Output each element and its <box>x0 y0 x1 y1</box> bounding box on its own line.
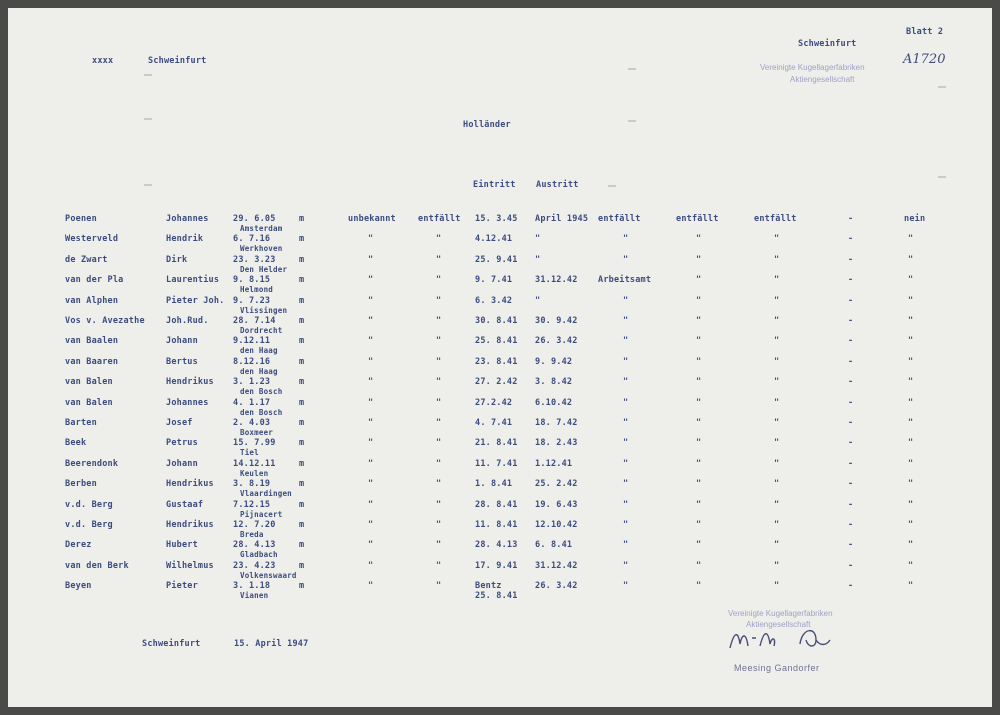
col-1-cell: " <box>368 458 374 469</box>
col-3-cell: " <box>623 316 629 326</box>
col-2-cell: " <box>436 356 442 367</box>
birth-date-cell: 3. 8.19 <box>233 479 271 490</box>
birth-date-cell: 29. 6.05 <box>233 214 276 224</box>
column-exit-header: Austritt <box>536 180 579 190</box>
col-6-cell: - <box>848 377 854 388</box>
first-name-cell: Bertus <box>166 356 198 367</box>
entry-date-cell: Bentz <box>475 581 502 592</box>
exit-date-cell: 3. 8.42 <box>535 377 573 388</box>
col-3-cell: " <box>623 540 629 551</box>
col-3-cell: " <box>623 418 629 428</box>
col-5-cell: " <box>774 479 780 490</box>
entry-date-cell: 28. 8.41 <box>475 499 518 510</box>
col-1-cell: " <box>368 275 374 286</box>
column-entry-header: Eintritt <box>473 180 516 190</box>
footer-date: 15. April 1947 <box>234 639 309 649</box>
col-2-cell: " <box>436 520 442 530</box>
entry-date-cell: 25. 9.41 <box>475 254 518 265</box>
col-4-cell: " <box>696 316 702 326</box>
col-1-cell: " <box>368 438 374 449</box>
col-1-cell: " <box>368 316 374 326</box>
col-2-cell: " <box>436 234 442 245</box>
surname-cell: Beek <box>65 438 87 449</box>
col-2-cell: " <box>436 581 442 592</box>
col-4-cell: " <box>696 254 702 265</box>
col-6-cell: - <box>848 397 854 408</box>
col-7-cell: " <box>908 479 914 490</box>
entry-date-cell: 21. 8.41 <box>475 438 518 449</box>
col-1-cell: " <box>368 397 374 408</box>
col-2-cell: " <box>436 560 442 571</box>
col-5-cell: " <box>774 275 780 286</box>
col-2-cell: " <box>436 479 442 490</box>
col-4-cell: " <box>696 295 702 306</box>
col-6-cell: - <box>848 499 854 510</box>
sex-cell: m <box>299 499 305 510</box>
birth-date-cell: 2. 4.03 <box>233 418 271 428</box>
sex-cell: m <box>299 418 305 428</box>
col-3-cell: " <box>623 458 629 469</box>
col-7-cell: " <box>908 458 914 469</box>
sex-cell: m <box>299 438 305 449</box>
surname-cell: van Baaren <box>65 356 119 367</box>
birthplace-cell: Helmond <box>240 285 274 295</box>
col-7-cell: " <box>908 377 914 388</box>
col-7-cell: " <box>908 295 914 306</box>
stamp-bottom-line1: Vereinigte Kugellagerfabriken <box>728 609 833 618</box>
col-4-cell: " <box>696 458 702 469</box>
first-name-cell: Joh.Rud. <box>166 316 209 326</box>
col-3-cell: " <box>623 356 629 367</box>
footer-place: Schweinfurt <box>142 639 201 649</box>
exit-date-cell: 9. 9.42 <box>535 356 573 367</box>
col-7-cell: " <box>908 520 914 530</box>
col-3-cell: " <box>623 560 629 571</box>
surname-cell: van Balen <box>65 377 113 388</box>
col-7-cell: " <box>908 418 914 428</box>
first-name-cell: Laurentius <box>166 275 220 286</box>
birthplace-cell: Amsterdam <box>240 224 283 233</box>
col-1-cell: " <box>368 336 374 347</box>
sex-cell: m <box>299 479 305 490</box>
entry-date-cell: 17. 9.41 <box>475 560 518 571</box>
entry-date-cell: 9. 7.41 <box>475 275 513 286</box>
col-2-cell: " <box>436 458 442 469</box>
col-4-cell: " <box>696 418 702 428</box>
col-6-cell: - <box>848 356 854 367</box>
exit-date-cell: " <box>535 254 541 265</box>
exit-date-cell: " <box>535 295 541 306</box>
exit-date-cell: 1.12.41 <box>535 458 573 469</box>
col-2-cell: entfällt <box>418 214 461 224</box>
col-4-cell: " <box>696 499 702 510</box>
col-3-cell: Arbeitsamt <box>598 275 652 286</box>
col-5-cell: " <box>774 438 780 449</box>
stamp-top-line2: Aktiengesellschaft <box>790 75 855 84</box>
col-1-cell: " <box>368 377 374 388</box>
entry-date-cell: 27. 2.42 <box>475 377 518 388</box>
birth-date-cell: 9. 7.23 <box>233 295 271 306</box>
col-1-cell: " <box>368 234 374 245</box>
surname-cell: van Balen <box>65 397 113 408</box>
exit-date-cell: 26. 3.42 <box>535 336 578 347</box>
exit-date-cell: 12.10.42 <box>535 520 578 530</box>
birthplace-cell: Vlissingen <box>240 305 288 315</box>
first-name-cell: Pieter Joh. <box>166 295 225 306</box>
col-1-cell: " <box>368 254 374 265</box>
entry-date-cell: 4. 7.41 <box>475 418 513 428</box>
exit-date-cell: " <box>535 234 541 245</box>
col-1-cell: " <box>368 520 374 530</box>
col-4-cell: " <box>696 438 702 449</box>
col-4-cell: entfällt <box>676 214 719 224</box>
col-6-cell: - <box>848 479 854 490</box>
exit-date-cell: 30. 9.42 <box>535 316 578 326</box>
first-name-cell: Hubert <box>166 540 198 551</box>
entry-date-cell: 28. 4.13 <box>475 540 518 551</box>
first-name-cell: Gustaaf <box>166 499 204 510</box>
col-2-cell: " <box>436 397 442 408</box>
col-6-cell: - <box>848 540 854 551</box>
col-5-cell: " <box>774 295 780 306</box>
birthplace-cell: den Bosch <box>240 407 283 417</box>
first-name-cell: Hendrikus <box>166 377 214 388</box>
birthplace-cell: den Haag <box>240 346 278 356</box>
birthplace-cell: Den Helder <box>240 264 288 274</box>
exit-date-cell: 31.12.42 <box>535 275 578 286</box>
col-6-cell: - <box>848 234 854 245</box>
col-5-cell: " <box>774 560 780 571</box>
col-5-cell: " <box>774 540 780 551</box>
first-name-cell: Hendrikus <box>166 520 214 530</box>
col-5-cell: " <box>774 254 780 265</box>
entry-date-cell: 30. 8.41 <box>475 316 518 326</box>
sex-cell: m <box>299 560 305 571</box>
col-2-cell: " <box>436 377 442 388</box>
col-7-cell: " <box>908 560 914 571</box>
col-6-cell: - <box>848 316 854 326</box>
col-4-cell: " <box>696 356 702 367</box>
entry-date-cell: 6. 3.42 <box>475 295 513 306</box>
birth-date-cell: 15. 7.99 <box>233 438 276 449</box>
signature-names: Meesing Gandorfer <box>734 663 820 673</box>
birth-date-cell: 6. 7.16 <box>233 234 271 245</box>
col-3-cell: " <box>623 520 629 530</box>
exit-date-cell: 6. 8.41 <box>535 540 573 551</box>
birth-date-cell: 7.12.15 <box>233 499 271 510</box>
col-7-cell: " <box>908 581 914 592</box>
first-name-cell: Johann <box>166 458 198 469</box>
sex-cell: m <box>299 356 305 367</box>
col-7-cell: " <box>908 336 914 347</box>
col-1-cell: " <box>368 295 374 306</box>
col-3-cell: " <box>623 377 629 388</box>
col-4-cell: " <box>696 397 702 408</box>
col-6-cell: - <box>848 560 854 571</box>
birthplace-cell: Vianen <box>240 591 269 601</box>
handwritten-signatures <box>724 618 844 654</box>
birth-date-cell: 28. 4.13 <box>233 540 276 551</box>
sex-cell: m <box>299 254 305 265</box>
header-left-city: Schweinfurt <box>148 56 207 66</box>
birthplace-cell: Breda <box>240 530 264 539</box>
header-left-code: xxxx <box>92 56 114 66</box>
faint-mark <box>938 86 946 88</box>
entry-date-cell: 11. 8.41 <box>475 520 518 530</box>
col-7-cell: " <box>908 397 914 408</box>
sex-cell: m <box>299 397 305 408</box>
col-2-cell: " <box>436 316 442 326</box>
col-2-cell: " <box>436 438 442 449</box>
col-3-cell: " <box>623 295 629 306</box>
sex-cell: m <box>299 316 305 326</box>
birthplace-cell: Vlaardingen <box>240 489 292 499</box>
col-1-cell: " <box>368 356 374 367</box>
col-7-cell: " <box>908 540 914 551</box>
birth-date-cell: 8.12.16 <box>233 356 271 367</box>
col-2-cell: " <box>436 418 442 428</box>
surname-cell: v.d. Berg <box>65 520 113 530</box>
birth-date-cell: 3. 1.23 <box>233 377 271 388</box>
surname-cell: Beyen <box>65 581 92 592</box>
col-7-cell: " <box>908 234 914 245</box>
sheet-number: Blatt 2 <box>906 27 944 37</box>
surname-cell: van Alphen <box>65 295 119 306</box>
first-name-cell: Josef <box>166 418 193 428</box>
entry-date-cell: 23. 8.41 <box>475 356 518 367</box>
faint-mark <box>144 118 152 120</box>
col-6-cell: - <box>848 214 854 224</box>
surname-cell: Beerendonk <box>65 458 119 469</box>
col-7-cell: " <box>908 356 914 367</box>
birth-date-cell: 28. 7.14 <box>233 316 276 326</box>
sex-cell: m <box>299 275 305 286</box>
surname-cell: van Baalen <box>65 336 119 347</box>
entry-date-cell: 11. 7.41 <box>475 458 518 469</box>
birth-date-cell: 23. 3.23 <box>233 254 276 265</box>
col-2-cell: " <box>436 254 442 265</box>
document-page <box>8 8 992 707</box>
col-7-cell: " <box>908 499 914 510</box>
surname-cell: Derez <box>65 540 92 551</box>
birthplace-cell: Keulen <box>240 468 269 478</box>
col-7-cell: " <box>908 254 914 265</box>
exit-date-cell: April 1945 <box>535 214 589 224</box>
faint-mark <box>144 74 152 76</box>
col-1-cell: " <box>368 418 374 428</box>
col-5-cell: entfällt <box>754 214 797 224</box>
col-5-cell: " <box>774 499 780 510</box>
birth-date-cell: 12. 7.20 <box>233 520 276 530</box>
col-7-cell: " <box>908 438 914 449</box>
exit-date-cell: 31.12.42 <box>535 560 578 571</box>
sex-cell: m <box>299 540 305 551</box>
birth-date-cell: 9.12.11 <box>233 336 271 347</box>
col-4-cell: " <box>696 520 702 530</box>
col-4-cell: " <box>696 560 702 571</box>
col-2-cell: " <box>436 336 442 347</box>
stamp-bottom-line2: Aktiengesellschaft <box>746 620 811 629</box>
col-5-cell: " <box>774 336 780 347</box>
faint-mark <box>938 176 946 178</box>
col-1-cell: " <box>368 560 374 571</box>
first-name-cell: Johann <box>166 336 198 347</box>
handwritten-reference: A1720 <box>903 52 946 67</box>
col-7-cell: " <box>908 275 914 286</box>
surname-cell: v.d. Berg <box>65 499 113 510</box>
col-1-cell: unbekannt <box>348 214 396 224</box>
col-5-cell: " <box>774 316 780 326</box>
birthplace-cell: den Haag <box>240 366 278 376</box>
first-name-cell: Wilhelmus <box>166 560 214 571</box>
col-7-cell: nein <box>904 214 926 224</box>
sex-cell: m <box>299 214 305 224</box>
col-7-cell: " <box>908 316 914 326</box>
col-2-cell: " <box>436 275 442 286</box>
birthplace-cell: Boxmeer <box>240 428 274 437</box>
surname-cell: Barten <box>65 418 97 428</box>
sex-cell: m <box>299 234 305 245</box>
entry-date-cell: 15. 3.45 <box>475 214 518 224</box>
first-name-cell: Johannes <box>166 214 209 224</box>
col-3-cell: " <box>623 479 629 490</box>
surname-cell: Vos v. Avezathe <box>65 316 145 326</box>
col-6-cell: - <box>848 275 854 286</box>
exit-date-cell: 6.10.42 <box>535 397 573 408</box>
stamp-top-line1: Vereinigte Kugellagerfabriken <box>760 63 865 72</box>
first-name-cell: Hendrikus <box>166 479 214 490</box>
col-4-cell: " <box>696 479 702 490</box>
col-6-cell: - <box>848 520 854 530</box>
col-4-cell: " <box>696 377 702 388</box>
birth-date-cell: 23. 4.23 <box>233 560 276 571</box>
birthplace-cell: Pijnacert <box>240 509 283 519</box>
first-name-cell: Pieter <box>166 581 198 592</box>
col-3-cell: entfällt <box>598 214 641 224</box>
exit-date-cell: 26. 3.42 <box>535 581 578 592</box>
col-1-cell: " <box>368 479 374 490</box>
birthplace-cell: Werkhoven <box>240 244 283 254</box>
birthplace-cell: Volkenswaard <box>240 570 297 580</box>
entry-date-cell: 25. 8.41 <box>475 336 518 347</box>
entry-date-cell: 4.12.41 <box>475 234 513 245</box>
exit-date-cell: 19. 6.43 <box>535 499 578 510</box>
col-3-cell: " <box>623 397 629 408</box>
first-name-cell: Johannes <box>166 397 209 408</box>
sex-cell: m <box>299 458 305 469</box>
surname-cell: de Zwart <box>65 254 108 265</box>
col-6-cell: - <box>848 581 854 592</box>
col-6-cell: - <box>848 336 854 347</box>
col-6-cell: - <box>848 458 854 469</box>
entry-date-cell: 27.2.42 <box>475 397 513 408</box>
birth-date-cell: 14.12.11 <box>233 458 276 469</box>
col-6-cell: - <box>848 254 854 265</box>
col-3-cell: " <box>623 254 629 265</box>
sex-cell: m <box>299 295 305 306</box>
col-3-cell: " <box>623 499 629 510</box>
col-5-cell: " <box>774 458 780 469</box>
surname-cell: Berben <box>65 479 97 490</box>
col-5-cell: " <box>774 377 780 388</box>
birthplace-cell: den Bosch <box>240 387 283 397</box>
col-1-cell: " <box>368 499 374 510</box>
col-6-cell: - <box>848 295 854 306</box>
col-4-cell: " <box>696 275 702 286</box>
surname-cell: Poenen <box>65 214 97 224</box>
col-6-cell: - <box>848 418 854 428</box>
col-2-cell: " <box>436 295 442 306</box>
col-3-cell: " <box>623 336 629 347</box>
first-name-cell: Dirk <box>166 254 188 265</box>
col-4-cell: " <box>696 540 702 551</box>
col-2-cell: " <box>436 540 442 551</box>
exit-date-cell: 25. 2.42 <box>535 479 578 490</box>
first-name-cell: Petrus <box>166 438 198 449</box>
col-4-cell: " <box>696 581 702 592</box>
entry-date-second-line: 25. 8.41 <box>475 591 518 602</box>
surname-cell: van der Pla <box>65 275 124 286</box>
entry-date-cell: 1. 8.41 <box>475 479 513 490</box>
header-right-city: Schweinfurt <box>798 39 857 49</box>
faint-mark <box>628 68 636 70</box>
sex-cell: m <box>299 336 305 347</box>
col-5-cell: " <box>774 581 780 592</box>
col-1-cell: " <box>368 540 374 551</box>
birthplace-cell: Tiel <box>240 448 259 458</box>
document-title: Holländer <box>463 120 511 130</box>
birth-date-cell: 3. 1.18 <box>233 581 271 592</box>
col-5-cell: " <box>774 234 780 245</box>
birth-date-cell: 4. 1.17 <box>233 397 271 408</box>
col-6-cell: - <box>848 438 854 449</box>
col-3-cell: " <box>623 438 629 449</box>
surname-cell: Westerveld <box>65 234 119 245</box>
col-4-cell: " <box>696 234 702 245</box>
col-2-cell: " <box>436 499 442 510</box>
birth-date-cell: 9. 8.15 <box>233 275 271 286</box>
col-5-cell: " <box>774 418 780 428</box>
exit-date-cell: 18. 2.43 <box>535 438 578 449</box>
col-5-cell: " <box>774 397 780 408</box>
col-5-cell: " <box>774 520 780 530</box>
col-3-cell: " <box>623 581 629 592</box>
col-5-cell: " <box>774 356 780 367</box>
faint-mark <box>608 185 616 187</box>
birthplace-cell: Gladbach <box>240 550 278 560</box>
exit-date-cell: 18. 7.42 <box>535 418 578 428</box>
birthplace-cell: Dordrecht <box>240 326 283 335</box>
sex-cell: m <box>299 520 305 530</box>
col-1-cell: " <box>368 581 374 592</box>
sex-cell: m <box>299 581 305 592</box>
col-3-cell: " <box>623 234 629 245</box>
faint-mark <box>144 184 152 186</box>
surname-cell: van den Berk <box>65 560 129 571</box>
col-4-cell: " <box>696 336 702 347</box>
first-name-cell: Hendrik <box>166 234 204 245</box>
faint-mark <box>628 120 636 122</box>
sex-cell: m <box>299 377 305 388</box>
